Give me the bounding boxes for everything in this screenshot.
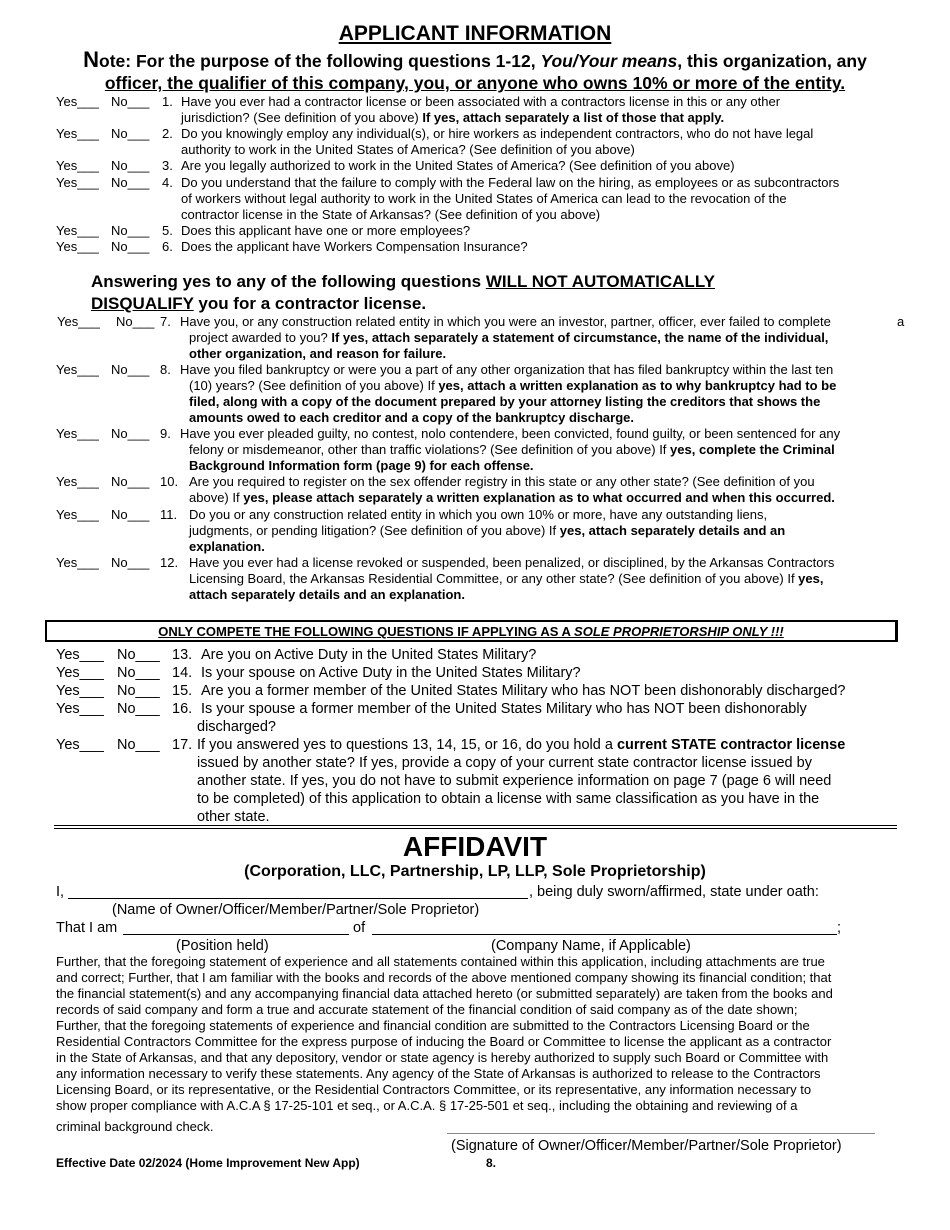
no-answer-blank[interactable]: No___ — [117, 701, 160, 717]
yes-answer-blank[interactable]: Yes___ — [56, 665, 104, 681]
question-text: Are you required to register on the sex offender registry in this state or any other state? (See definition of you — [189, 474, 815, 489]
question-number: 16. — [172, 701, 193, 717]
no-answer-blank[interactable]: No___ — [111, 126, 150, 141]
question-text: amounts owed to each creditor and a copy of the bankruptcy discharge. — [189, 410, 634, 425]
no-answer-blank[interactable]: No___ — [111, 426, 150, 441]
page-number: 8. — [486, 1156, 497, 1170]
question-text: contractor license in the State of Arkansas? (See definition of you above) — [181, 207, 601, 222]
question-text: another state. If yes, you do not have to submit experience information on page 7 (page 6 will need — [197, 773, 832, 789]
no-answer-blank[interactable]: No___ — [111, 555, 150, 570]
affidavit-body-line: Further, that the foregoing statement of experience and all statements contained within this application, including attachments are true — [56, 954, 825, 969]
question-number: 1. — [162, 94, 173, 109]
affidavit-body-line: show proper compliance with A.C.A § 17-25-101 et seq., or A.C.A. § 17-25-501 et seq., including the obtaining and reviewing of a — [56, 1098, 798, 1113]
question-text: filed, along with a copy of the document prepared by your attorney listing the creditors that shows the — [189, 394, 821, 409]
question-text: If you answered yes to questions 13, 14, 15, or 16, do you hold a current STATE contractor license — [197, 737, 846, 753]
company-caption: (Company Name, if Applicable) — [491, 938, 691, 954]
yes-answer-blank[interactable]: Yes___ — [56, 474, 99, 489]
question-text: to be completed) of this application to obtain a license with same classification as you have in the — [197, 791, 820, 807]
question-number: 9. — [160, 426, 171, 441]
definition-note-line2: officer, the qualifier of this company, you, or anyone who owns 10% or more of the entity. — [104, 73, 846, 93]
no-answer-blank[interactable]: No___ — [111, 239, 150, 254]
question-text: Background Information form (page 9) for each offense. — [189, 458, 534, 473]
disqualify-note-line2: DISQUALIFY you for a contractor license. — [91, 294, 427, 313]
affidavit-body-line: Licensing Board, or its representative, or the Residential Contractors Committee, or its representative, any information necessary to — [56, 1082, 812, 1097]
semicolon: ; — [837, 920, 842, 936]
question-number: 15. — [172, 683, 193, 699]
question-text: Do you knowingly employ any individual(s), or hire workers as independent contractors, who do not have legal — [181, 126, 814, 141]
question-text: Have you ever pleaded guilty, no contest, nolo contendere, been convicted, found guilty, or been sentenced for any — [180, 426, 841, 441]
question-text: Have you ever had a contractor license or been associated with a contractors license in this or any other — [181, 94, 781, 109]
yes-answer-blank[interactable]: Yes___ — [56, 239, 99, 254]
no-answer-blank[interactable]: No___ — [111, 175, 150, 190]
yes-answer-blank[interactable]: Yes___ — [56, 683, 104, 699]
question-text: Are you legally authorized to work in the United States of America? (See definition of you above) — [181, 158, 735, 173]
signature-input-line[interactable] — [447, 1133, 875, 1134]
question-text: Is your spouse a former member of the United States Military who has NOT been dishonorably — [201, 701, 807, 717]
question-number: 2. — [162, 126, 173, 141]
banner-text: ONLY COMPETE THE FOLLOWING QUESTIONS IF APPLYING AS A SOLE PROPRIETORSHIP ONLY !!! — [158, 624, 784, 639]
question-text: Do you or any construction related entity in which you own 10% or more, have any outstanding liens, — [189, 507, 768, 522]
question-number: 14. — [172, 665, 193, 681]
question-text: Licensing Board, the Arkansas Residential Committee, or any other state? (See definition of you above) If yes, — [189, 571, 824, 586]
no-answer-blank[interactable]: No___ — [111, 223, 150, 238]
yes-answer-blank[interactable]: Yes___ — [56, 507, 99, 522]
question-text: judgments, or pending litigation? (See definition of you above) If yes, attach separately details and an — [189, 523, 786, 538]
yes-answer-blank[interactable]: Yes___ — [56, 701, 104, 717]
question-text: Is your spouse on Active Duty in the United States Military? — [201, 665, 581, 681]
question-text: jurisdiction? (See definition of you above) If yes, attach separately a list of those that apply. — [181, 110, 725, 125]
yes-answer-blank[interactable]: Yes___ — [57, 314, 100, 329]
no-answer-blank[interactable]: No___ — [116, 314, 155, 329]
of-word: of — [353, 920, 366, 936]
divider — [54, 828, 897, 829]
yes-answer-blank[interactable]: Yes___ — [56, 94, 99, 109]
question-text: other state. — [197, 809, 270, 825]
yes-answer-blank[interactable]: Yes___ — [56, 223, 99, 238]
affidavit-body-line: in the State of Arkansas, and that any depository, vendor or state agency is hereby authorized to supply such Board or Committee with — [56, 1050, 829, 1065]
oath-text: , being duly sworn/affirmed, state under oath: — [529, 884, 819, 900]
question-number: 10. — [160, 474, 179, 489]
no-answer-blank[interactable]: No___ — [111, 362, 150, 377]
affidavit-body-line: Residential Contractors Committee for the express purpose of inducing the Board or Committee to license the applicant as a contractor — [56, 1034, 832, 1049]
no-answer-blank[interactable]: No___ — [117, 737, 160, 753]
yes-answer-blank[interactable]: Yes___ — [56, 126, 99, 141]
yes-answer-blank[interactable]: Yes___ — [56, 647, 104, 663]
affidavit-subtitle: (Corporation, LLC, Partnership, LP, LLP, Sole Proprietorship) — [244, 863, 706, 880]
yes-answer-blank[interactable]: Yes___ — [56, 175, 99, 190]
yes-answer-blank[interactable]: Yes___ — [56, 555, 99, 570]
question-text: (10) years? (See definition of you above) If yes, attach a written explanation as to why bankruptcy had to be — [189, 378, 837, 393]
question-text: Does the applicant have Workers Compensation Insurance? — [181, 239, 528, 254]
affidavit-body-line: Further, that the foregoing statements of experience and financial condition are submitted to the Contractors Licensing Board or the — [56, 1018, 810, 1033]
affidavit-body-line: the financial statement(s) and any accompanying financial data attached hereto (or submitted separately) are taken from the books and — [56, 986, 833, 1001]
name-caption: (Name of Owner/Officer/Member/Partner/Sole Proprietor) — [112, 902, 480, 918]
question-text: above) If yes, please attach separately a written explanation as to what occurred and when this occurred. — [189, 490, 835, 505]
question-text: project awarded to you? If yes, attach separately a statement of circumstance, the name of the individual, — [189, 330, 829, 345]
question-text: authority to work in the United States of America? (See definition of you above) — [181, 142, 635, 157]
affidavit-body-line: criminal background check. — [56, 1119, 214, 1134]
question-number: 8. — [160, 362, 171, 377]
question-text: a — [897, 314, 905, 329]
position-input-line[interactable] — [123, 934, 349, 935]
affidavit-body-line: records of said company and form a true and accurate statement of the financial condition of said company as of the date shown; — [56, 1002, 798, 1017]
question-number: 12. — [160, 555, 179, 570]
question-text: attach separately details and an explanation. — [189, 587, 465, 602]
name-input-line[interactable] — [68, 898, 528, 899]
no-answer-blank[interactable]: No___ — [111, 94, 150, 109]
affidavit-body-line: any information necessary to verify these statements. Any agency of the State of Arkansas is authorized to release to the Contractors — [56, 1066, 821, 1081]
no-answer-blank[interactable]: No___ — [117, 683, 160, 699]
question-text: Do you understand that the failure to comply with the Federal law on the hiring, as employees or as subcontractors — [181, 175, 840, 190]
question-number: 6. — [162, 239, 173, 254]
question-text: issued by another state? If yes, provide a copy of your current state contractor license issued by — [197, 755, 812, 771]
question-number: 3. — [162, 158, 173, 173]
question-number: 7. — [160, 314, 171, 329]
sole-proprietorship-banner — [45, 620, 898, 642]
yes-answer-blank[interactable]: Yes___ — [56, 426, 99, 441]
question-text: Have you filed bankruptcy or were you a part of any other organization that has filed bankruptcy within the last ten — [180, 362, 834, 377]
yes-answer-blank[interactable]: Yes___ — [56, 362, 99, 377]
question-text: Have you, or any construction related entity in which you were an investor, partner, officer, ever failed to complete — [180, 314, 831, 329]
question-text: Are you on Active Duty in the United States Military? — [201, 647, 537, 663]
question-text: of workers without legal authority to work in the United States of America can lead to the revocation of the — [181, 191, 787, 206]
question-text: Does this applicant have one or more employees? — [181, 223, 471, 238]
effective-date: Effective Date 02/2024 (Home Improvement New App) — [56, 1156, 360, 1170]
no-answer-blank[interactable]: No___ — [111, 507, 150, 522]
affidavit-title: AFFIDAVIT — [402, 831, 548, 862]
definition-note: Note: For the purpose of the following questions 1-12, You/Your means, this organization, any — [83, 47, 867, 72]
name-prefix: I, — [56, 884, 65, 900]
disqualify-note: Answering yes to any of the following questions WILL NOT AUTOMATICALLY — [91, 272, 715, 291]
yes-answer-blank[interactable]: Yes___ — [56, 158, 99, 173]
question-text: other organization, and reason for failure. — [189, 346, 447, 361]
yes-answer-blank[interactable]: Yes___ — [56, 737, 104, 753]
question-number: 4. — [162, 175, 173, 190]
question-text: felony or misdemeanor, other than traffic violations? (See definition of you above) If yes, complete the Criminal — [189, 442, 835, 457]
no-answer-blank[interactable]: No___ — [117, 665, 160, 681]
no-answer-blank[interactable]: No___ — [117, 647, 160, 663]
no-answer-blank[interactable]: No___ — [111, 158, 150, 173]
question-text: Have you ever had a license revoked or suspended, been penalized, or disciplined, by the Arkansas Contractors — [189, 555, 835, 570]
company-input-line[interactable] — [372, 934, 837, 935]
question-number: 5. — [162, 223, 173, 238]
page-title: APPLICANT INFORMATION — [338, 22, 612, 45]
affidavit-body-line: and correct; Further, that I am familiar with the books and records of the above mentioned company showing its financial condition; that — [56, 970, 832, 985]
question-number: 17. — [172, 737, 193, 753]
question-text: explanation. — [189, 539, 265, 554]
question-number: 11. — [160, 507, 178, 522]
signature-caption: (Signature of Owner/Officer/Member/Partner/Sole Proprietor) — [451, 1138, 842, 1154]
question-text: discharged? — [197, 719, 276, 735]
position-caption: (Position held) — [176, 938, 269, 954]
question-text: Are you a former member of the United States Military who has NOT been dishonorably discharged? — [201, 683, 846, 699]
no-answer-blank[interactable]: No___ — [111, 474, 150, 489]
position-prefix: That I am — [56, 920, 118, 936]
divider — [54, 825, 897, 826]
question-number: 13. — [172, 647, 193, 663]
